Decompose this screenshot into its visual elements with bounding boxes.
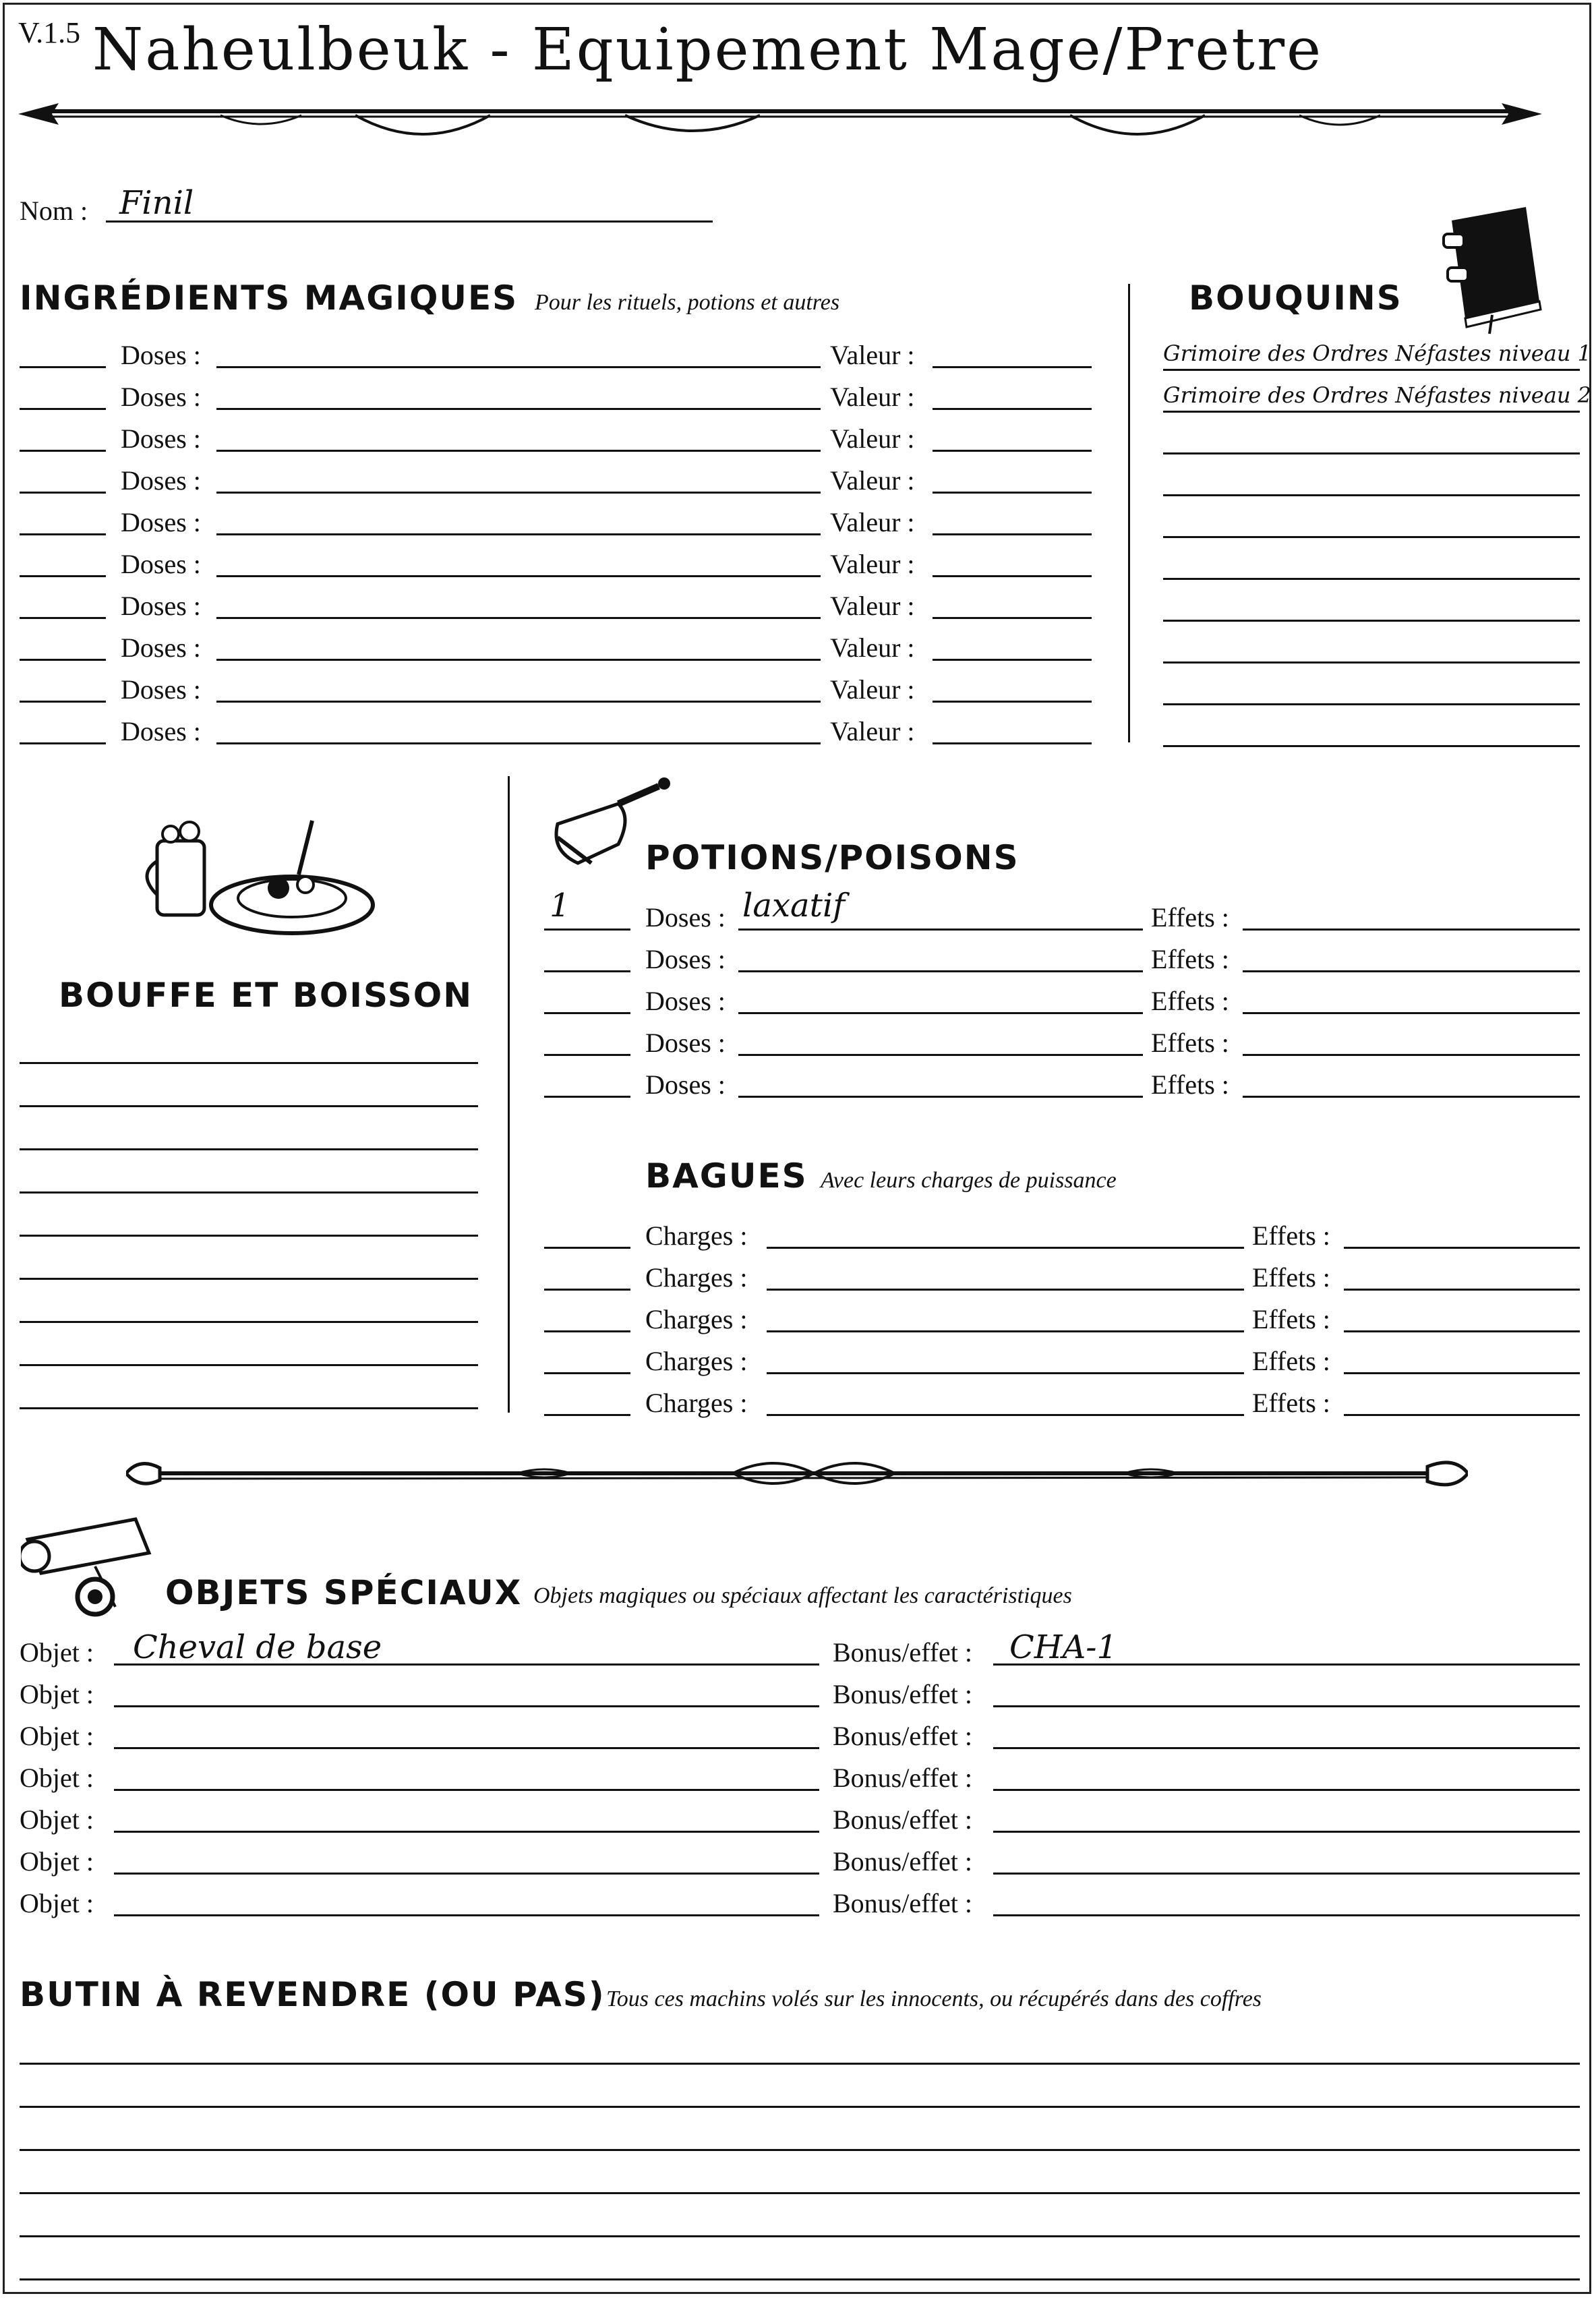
bouquin-field[interactable] [1163,578,1580,580]
objet-field[interactable] [114,1914,819,1916]
ring-effect-field[interactable] [1344,1414,1580,1416]
ingredient-name-field[interactable] [216,366,821,368]
doses-label: Doses : [121,507,201,537]
food-and-drink-illustration [144,807,380,942]
name-field[interactable]: Finil [119,184,194,222]
ring-effets-label: Effets : [1252,1388,1330,1418]
ring-effect-field[interactable] [1344,1372,1580,1374]
page-title: Naheulbeuk - Equipement Mage/Pretre [92,16,1323,84]
bouquin-field[interactable] [1163,536,1580,538]
bouffe-field[interactable] [20,1407,478,1409]
ingredients-subtitle: Pour les rituels, potions et autres [535,290,840,315]
potion-doses-label: Doses : [645,986,726,1016]
bouffe-field[interactable] [20,1191,478,1194]
ingredient-value-field[interactable] [933,701,1092,703]
valeur-label: Valeur : [830,465,915,496]
butin-field[interactable] [20,2192,1580,2194]
bouquin-field[interactable] [1163,452,1580,454]
bouquin-item-2[interactable]: Grimoire des Ordres Néfastes niveau 2 [1163,382,1591,408]
potion-doses-label: Doses : [645,944,726,974]
ingredient-value-field[interactable] [933,575,1092,577]
butin-field[interactable] [20,2235,1580,2237]
butin-subtitle: Tous ces machins volés sur les innocents, ou récupérés dans des coffres [606,1986,1262,2011]
ring-effect-field[interactable] [1344,1247,1580,1249]
bouquin-field[interactable] [1163,620,1580,622]
objet-field[interactable] [114,1663,819,1666]
bouquin-field[interactable] [1163,369,1580,371]
bouffe-field[interactable] [20,1364,478,1366]
name-label: Nom : [20,196,88,226]
objet-1-bonus[interactable]: CHA-1 [1009,1628,1118,1666]
objet-field[interactable] [114,1705,819,1707]
objet-label: Objet : [20,1637,94,1668]
ingredient-qty-field[interactable] [20,659,106,661]
ring-charges-field[interactable] [767,1247,1244,1249]
potion-effect-field[interactable] [1243,1054,1580,1056]
valeur-label: Valeur : [830,382,915,412]
butin-field[interactable] [20,2063,1580,2065]
ring-charges-label: Charges : [645,1262,748,1293]
objet-1-name[interactable]: Cheval de base [133,1628,382,1666]
ingredient-qty-field[interactable] [20,492,106,494]
doses-label: Doses : [121,423,201,454]
ingredient-value-field[interactable] [933,450,1092,452]
potion-qty-field[interactable] [544,1012,630,1014]
bonus-label: Bonus/effet : [833,1721,973,1751]
bouquin-field[interactable] [1163,494,1580,496]
bouffe-field[interactable] [20,1105,478,1107]
ring-id-field[interactable] [544,1289,630,1291]
bonus-field[interactable] [993,1831,1580,1833]
butin-field[interactable] [20,2278,1580,2280]
ring-effets-label: Effets : [1252,1346,1330,1376]
food-potions-divider [508,776,510,1413]
doses-label: Doses : [121,632,201,663]
ring-charges-field[interactable] [767,1372,1244,1374]
bonus-field[interactable] [993,1914,1580,1916]
ingredient-value-field[interactable] [933,408,1092,410]
bouffe-field[interactable] [20,1062,478,1064]
ring-effect-field[interactable] [1344,1330,1580,1332]
ingredient-name-field[interactable] [216,533,821,535]
bouquins-divider [1128,284,1130,742]
ingredient-name-field[interactable] [216,575,821,577]
valeur-label: Valeur : [830,632,915,663]
ring-charges-field[interactable] [767,1414,1244,1416]
valeur-label: Valeur : [830,549,915,579]
ingredient-value-field[interactable] [933,533,1092,535]
potion-name-field[interactable] [738,1012,1143,1014]
objet-label: Objet : [20,1846,94,1877]
potion-effets-label: Effets : [1151,1069,1229,1100]
doses-label: Doses : [121,674,201,705]
ingredients-heading: INGRÉDIENTS MAGIQUES [20,278,519,318]
bonus-label: Bonus/effet : [833,1679,973,1709]
ring-id-field[interactable] [544,1414,630,1416]
valeur-label: Valeur : [830,716,915,746]
bouquin-field[interactable] [1163,661,1580,664]
bonus-field[interactable] [993,1705,1580,1707]
potion-qty-field[interactable] [544,929,630,931]
valeur-label: Valeur : [830,507,915,537]
version-label: V.1.5 [18,16,81,49]
ingredient-qty-field[interactable] [20,366,106,368]
staff-divider-illustration [126,1450,1468,1498]
ring-effets-label: Effets : [1252,1304,1330,1334]
ingredient-value-field[interactable] [933,659,1092,661]
objet-label: Objet : [20,1679,94,1709]
doses-label: Doses : [121,465,201,496]
objets-heading: OBJETS SPÉCIAUX [165,1573,523,1612]
bagues-subtitle: Avec leurs charges de puissance [821,1168,1117,1193]
ingredient-value-field[interactable] [933,492,1092,494]
potion-qty-field[interactable] [544,1054,630,1056]
doses-label: Doses : [121,591,201,621]
ring-id-field[interactable] [544,1372,630,1374]
valeur-label: Valeur : [830,591,915,621]
potion-qty-field[interactable] [544,970,630,972]
bouquin-field[interactable] [1163,411,1580,413]
character-sheet [3,3,1591,2294]
objet-label: Objet : [20,1888,94,1918]
bouquins-heading: BOUQUINS [1189,278,1402,318]
ring-id-field[interactable] [544,1247,630,1249]
potion-effect-field[interactable] [1243,929,1580,931]
ring-charges-field[interactable] [767,1289,1244,1291]
ring-charges-field[interactable] [767,1330,1244,1332]
book-icon [1438,200,1553,335]
objet-field[interactable] [114,1789,819,1791]
doses-label: Doses : [121,549,201,579]
objet-field[interactable] [114,1873,819,1875]
bonus-label: Bonus/effet : [833,1763,973,1793]
potion-name-field[interactable] [738,970,1143,972]
ingredient-qty-field[interactable] [20,533,106,535]
ingredient-name-field[interactable] [216,701,821,703]
valeur-label: Valeur : [830,674,915,705]
objet-label: Objet : [20,1763,94,1793]
bonus-label: Bonus/effet : [833,1804,973,1835]
ingredient-qty-field[interactable] [20,450,106,452]
potion-name-field[interactable] [738,1054,1143,1056]
bouquin-field[interactable] [1163,703,1580,705]
valeur-label: Valeur : [830,340,915,370]
ring-charges-label: Charges : [645,1388,748,1418]
ingredient-name-field[interactable] [216,450,821,452]
ring-charges-label: Charges : [645,1220,748,1251]
objets-subtitle: Objets magiques ou spéciaux affectant les caractéristiques [533,1583,1072,1608]
ring-effets-label: Effets : [1252,1220,1330,1251]
ingredient-qty-field[interactable] [20,408,106,410]
bouffe-field[interactable] [20,1148,478,1150]
valeur-label: Valeur : [830,423,915,454]
bonus-label: Bonus/effet : [833,1888,973,1918]
objet-field[interactable] [114,1747,819,1749]
doses-label: Doses : [121,716,201,746]
potion-effets-label: Effets : [1151,944,1229,974]
potion-doses-label: Doses : [645,1028,726,1058]
potion-effect-field[interactable] [1243,970,1580,972]
ring-effect-field[interactable] [1344,1289,1580,1291]
objet-field[interactable] [114,1831,819,1833]
ring-id-field[interactable] [544,1330,630,1332]
ingredient-name-field[interactable] [216,742,821,744]
butin-field[interactable] [20,2149,1580,2151]
bonus-label: Bonus/effet : [833,1637,973,1668]
ring-effets-label: Effets : [1252,1262,1330,1293]
objet-label: Objet : [20,1721,94,1751]
potion-effets-label: Effets : [1151,986,1229,1016]
bouffe-field[interactable] [20,1321,478,1323]
ingredient-name-field[interactable] [216,492,821,494]
bonus-field[interactable] [993,1873,1580,1875]
potion-name-field[interactable] [738,929,1143,931]
bonus-field[interactable] [993,1747,1580,1749]
bagues-heading: BAGUES [645,1156,808,1196]
spear-divider-illustration [18,92,1542,146]
ingredient-qty-field[interactable] [20,617,106,619]
bouffe-field[interactable] [20,1235,478,1237]
butin-heading: BUTIN À REVENDRE (OU PAS) [20,1975,605,2014]
bonus-field[interactable] [993,1789,1580,1791]
ingredient-value-field[interactable] [933,617,1092,619]
scroll-and-ring-icon [21,1512,169,1620]
ingredient-qty-field[interactable] [20,575,106,577]
potion-1-qty[interactable]: 1 [550,887,570,924]
ingredient-value-field[interactable] [933,366,1092,368]
bouffe-field[interactable] [20,1278,478,1280]
potion-name-field[interactable] [738,1096,1143,1098]
butin-field[interactable] [20,2106,1580,2108]
potion-effets-label: Effets : [1151,902,1229,933]
bouffe-heading: BOUFFE ET BOISSON [59,976,473,1015]
doses-label: Doses : [121,382,201,412]
ingredient-name-field[interactable] [216,659,821,661]
objet-label: Objet : [20,1804,94,1835]
ingredient-name-field[interactable] [216,408,821,410]
potion-doses-label: Doses : [645,1069,726,1100]
ingredient-value-field[interactable] [933,742,1092,744]
potion-doses-label: Doses : [645,902,726,933]
potion-effets-label: Effets : [1151,1028,1229,1058]
ingredient-qty-field[interactable] [20,742,106,744]
ingredient-name-field[interactable] [216,617,821,619]
bouquin-field[interactable] [1163,745,1580,747]
potion-effect-field[interactable] [1243,1012,1580,1014]
bonus-label: Bonus/effet : [833,1846,973,1877]
bonus-field[interactable] [993,1663,1580,1666]
name-underline [106,220,713,223]
ring-charges-label: Charges : [645,1346,748,1376]
potion-1-name[interactable]: laxatif [742,887,846,924]
potions-heading: POTIONS/POISONS [645,838,1019,877]
bouquin-item-1[interactable]: Grimoire des Ordres Néfastes niveau 1 [1163,341,1591,366]
potion-qty-field[interactable] [544,1096,630,1098]
doses-label: Doses : [121,340,201,370]
ingredient-qty-field[interactable] [20,701,106,703]
potion-effect-field[interactable] [1243,1096,1580,1098]
ring-charges-label: Charges : [645,1304,748,1334]
